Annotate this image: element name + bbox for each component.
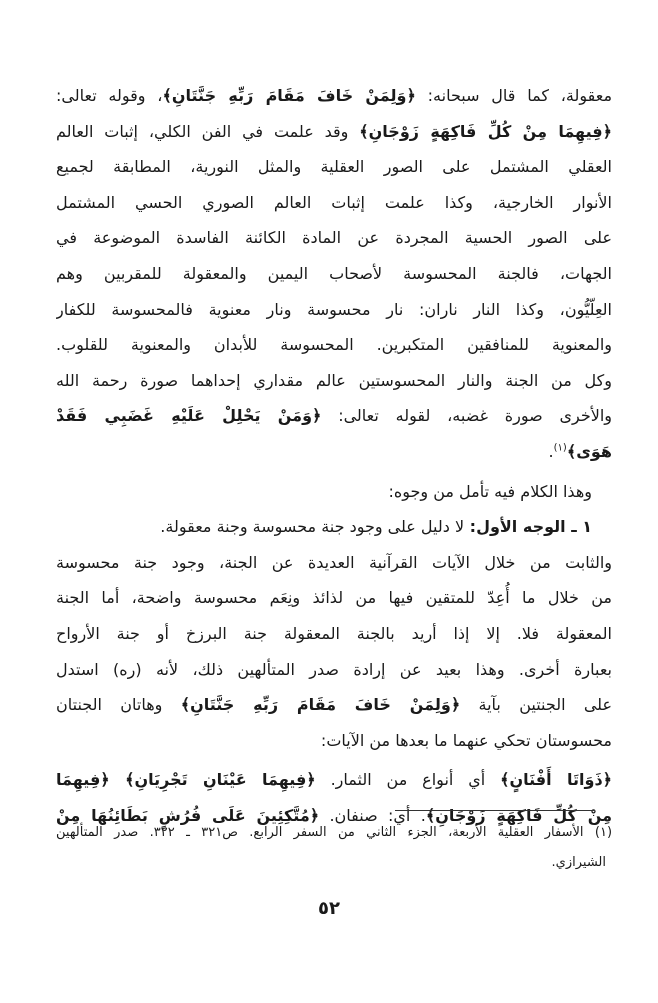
section-heading: ١ ـ الوجه الأول: [464, 517, 592, 537]
footnote [56, 818, 612, 878]
text-line-12: وهذا الكلام فيه تأمل من وجوه: [388, 481, 592, 501]
quran-verse: ﴿فِيهِمَا [56, 770, 126, 790]
main-text [56, 78, 612, 833]
text-line-17: بعبارة أخرى. وهذا بعيد عن إرادة صدر المتألهين ذلك، لأنه (ره) استدل [56, 659, 612, 679]
text-line-10 [56, 398, 612, 434]
quran-verse: ﴿وَمَنْ يَحْلِلْ عَلَيْهِ غَضَبِي فَقَدْ [56, 406, 322, 426]
text-line-18 [56, 687, 612, 723]
text-line-3: العقلي المشتمل على الصور العقلية والمثل النورية، المطابقة لجميع [56, 157, 612, 177]
text-line-15: من خلال ما أُعِدّ للمتقين فيها من لذائذ ونِعَم محسوسة واضحة، أما الجنة [56, 588, 612, 608]
quran-verse: ﴿ذَوَاتَا أَفْنَانٍ﴾ [500, 770, 612, 790]
text-line-5: على الصور الحسية المجردة عن المادة الكائنة الفاسدة الموضوعة في [56, 228, 612, 248]
quran-verse: ﴿وَلِمَنْ خَافَ مَقَامَ رَبِّهِ جَنَّتَانِ﴾ [180, 695, 461, 715]
text-line-7: العِلّيُّون، وكذا النار ناران: نار محسوسة ونار معنوية فالمحسوسة للكفار [56, 299, 612, 319]
footnote-divider [395, 810, 595, 811]
text-span: والأخرى صورة غضبه، لقوله تعالى: [321, 406, 612, 426]
text-span: معقولة، كما قال سبحانه: [415, 86, 612, 105]
text-span: ، وقوله تعالى: [56, 86, 163, 105]
quran-verse: ﴿فِيهِمَا مِنْ كُلِّ فَاكِهَةٍ زَوْجَانِ﴾ [359, 121, 612, 141]
text-line-9: وكل من الجنة والنار المحسوستين عالم مقداري إحداهما صورة رحمة الله [56, 370, 612, 390]
text-line-1 [56, 78, 612, 114]
text-span: على الجنتين بآية [460, 695, 612, 715]
text-span: وقد علمت في الفن الكلي، إثبات العالم [56, 121, 360, 141]
page-number: ٥٢ [318, 898, 340, 919]
text-line-2 [56, 114, 612, 150]
text-span: وهاتان الجنتان [56, 695, 181, 715]
quran-verse: ﴿مُتَّكِئِينَ عَلَى فُرُشٍ بَطَائِنُهَا مِنْ [56, 805, 320, 825]
text-line-8: والمعنوية للمنافقين المتكبرين. المحسوسة للأبدان والمعنوية للقلوب. [56, 335, 612, 355]
text-line-6: الجهات، فالجنة المحسوسة لأصحاب اليمين والمعقولة للمقربين وهم [56, 263, 612, 283]
quran-verse: مِنْ كُلِّ فَاكِهَةٍ زَوْجَانِ﴾ [425, 805, 612, 825]
text-span: . أي: صنفان. [319, 805, 426, 825]
text-line-11 [56, 434, 612, 470]
text-line-13 [56, 509, 612, 545]
text-span: . [548, 441, 554, 461]
quran-verse: هَوَى﴾ [566, 441, 612, 461]
text-span: أي أنواع من الثمار. [315, 770, 501, 790]
text-line-14: والثابت من خلال الآيات القرآنية العديدة عن الجنة، وجود جنة محسوسة [56, 552, 612, 572]
text-line-19: محسوستان تحكي عنهما ما بعدها من الآيات: [320, 730, 612, 750]
footnote-marker: (١) [553, 442, 567, 454]
quran-verse: ﴿فِيهِمَا عَيْنَانِ تَجْرِيَانِ﴾ [125, 770, 316, 790]
text-line-20 [56, 762, 612, 798]
footnote-line-1: (١) الأسفار العقلية الأربعة، الجزء الثاني من السفر الرابع. ص٣٢١ ـ ٣٢٢. صدر المتألهين [56, 825, 612, 840]
text-line-16: المعقولة فلا. إلا إذا أريد بالجنة المعقولة جنة البرزخ أو جنة الأرواح [56, 623, 612, 643]
quran-verse: ﴿وَلِمَنْ خَافَ مَقَامَ رَبِّهِ جَنَّتَانِ﴾ [162, 86, 416, 105]
footnote-line-2: الشيرازي. [551, 855, 606, 870]
text-line-4: الأنوار الخارجية، وكذا علمت إثبات العالم الصوري الحسي المشتمل [56, 192, 612, 212]
text-span: لا دليل على وجود جنة محسوسة وجنة معقولة. [160, 517, 465, 537]
